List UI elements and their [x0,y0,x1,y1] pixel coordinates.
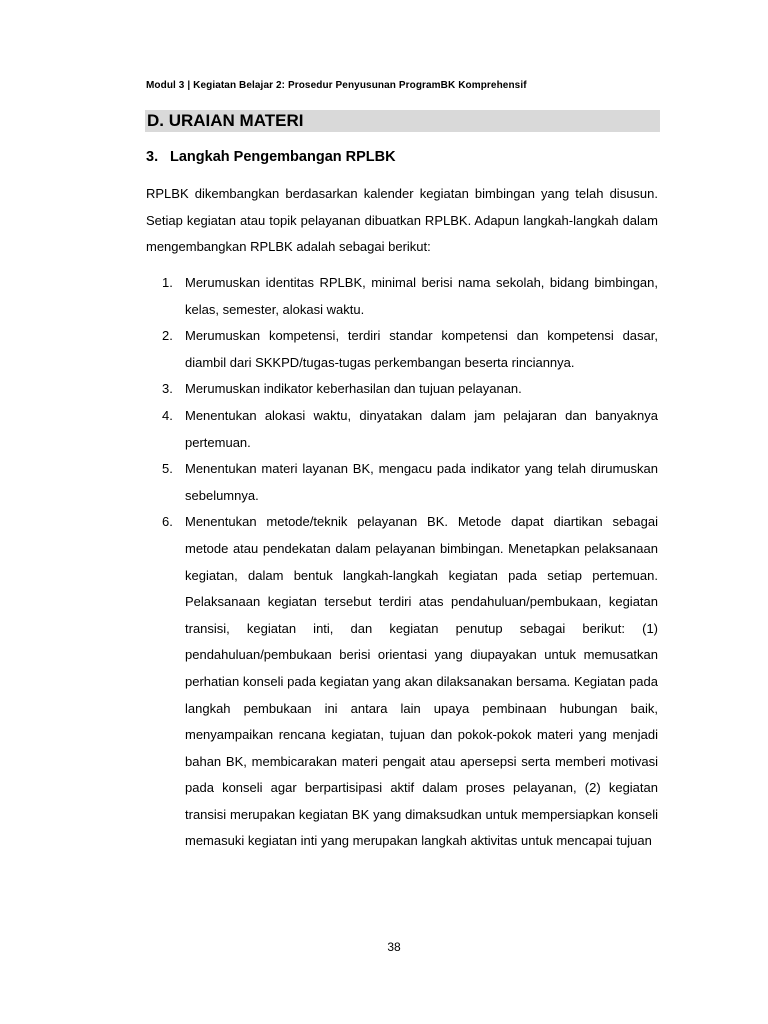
list-item-text: Menentukan materi layanan BK, mengacu pada indikator yang telah dirumuskan sebelumnya. [185,461,658,503]
list-marker: 6. [162,514,173,530]
list-item-text: Merumuskan identitas RPLBK, minimal berisi nama sekolah, bidang bimbingan, kelas, semester, alokasi waktu. [185,275,658,317]
section-heading-bar [145,110,660,132]
list-item-text: Merumuskan indikator keberhasilan dan tujuan pelayanan. [185,381,522,397]
list-marker: 4. [162,407,173,423]
list-item-text: Merumuskan kompetensi, terdiri standar kompetensi dan kompetensi dasar, diambil dari SKKPD/tugas-tugas perkembangan beserta rinciannya. [185,328,658,370]
list-item-text: Menentukan alokasi waktu, dinyatakan dalam jam pelajaran dan banyaknya pertemuan. [185,407,658,450]
page-number: 38 [387,940,401,954]
intro-paragraph: RPLBK dikembangkan berdasarkan kalender kegiatan bimbingan yang telah disusun. Setiap kegiatan atau topik pelayanan dibuatkan RPLBK. Adapun langkah-langkah dalam mengembangkan RPLBK adalah sebagai berikut: [146,186,658,255]
list-item [146,509,658,855]
list-item [146,376,658,403]
list-item [146,456,658,509]
list-marker: 3. [162,381,173,397]
list-item [146,403,658,456]
running-head: Modul 3 | Kegiatan Belajar 2: Prosedur Penyusunan ProgramBK Komprehensif [146,80,527,91]
section-title: D. URAIAN MATERI [147,111,304,130]
subsection-title: Langkah Pengembangan RPLBK [170,149,396,165]
list-marker: 1. [162,275,173,290]
subsection-number: 3. [146,149,159,165]
list-item [146,270,658,323]
list-marker: 5. [162,461,173,477]
steps-list [146,270,658,855]
list-marker: 2. [162,328,173,344]
list-item-text: Menentukan metode/teknik pelayanan BK. Metode dapat diartikan sebagai metode atau pendekatan dalam pelayanan bimbingan. Menetapkan pelaksanaan kegiatan, dalam bentuk langkah-langkah kegiatan pada setiap pertemuan. Pelaksanaan kegiatan tersebut terdiri atas pendahuluan/pembukaan, kegiatan transisi, kegiatan inti, dan kegiatan penutup sebagai berikut: (1) pendahuluan/pembukaan berisi orientasi yang diupayakan untuk memusatkan perhatian konseli pada kegiatan yang akan dilaksanakan bersama. Kegiatan pada langkah pembukaan ini antara lain upaya pembinaan hubungan baik, menyampaikan rencana kegiatan, tujuan dan pokok-pokok materi yang menjadi bahan BK, membicarakan materi pengait atau apersepsi serta memberi motivasi pada konseli agar berpartisipasi aktif dalam proses pelayanan, (2) kegiatan transisi merupakan kegiatan BK yang dimaksudkan untuk mempersiapkan konseli memasuki kegiatan inti yang merupakan langkah aktivitas untuk mencapai tujuan [185,514,658,849]
subsection-heading [146,149,396,165]
list-item [146,323,658,376]
